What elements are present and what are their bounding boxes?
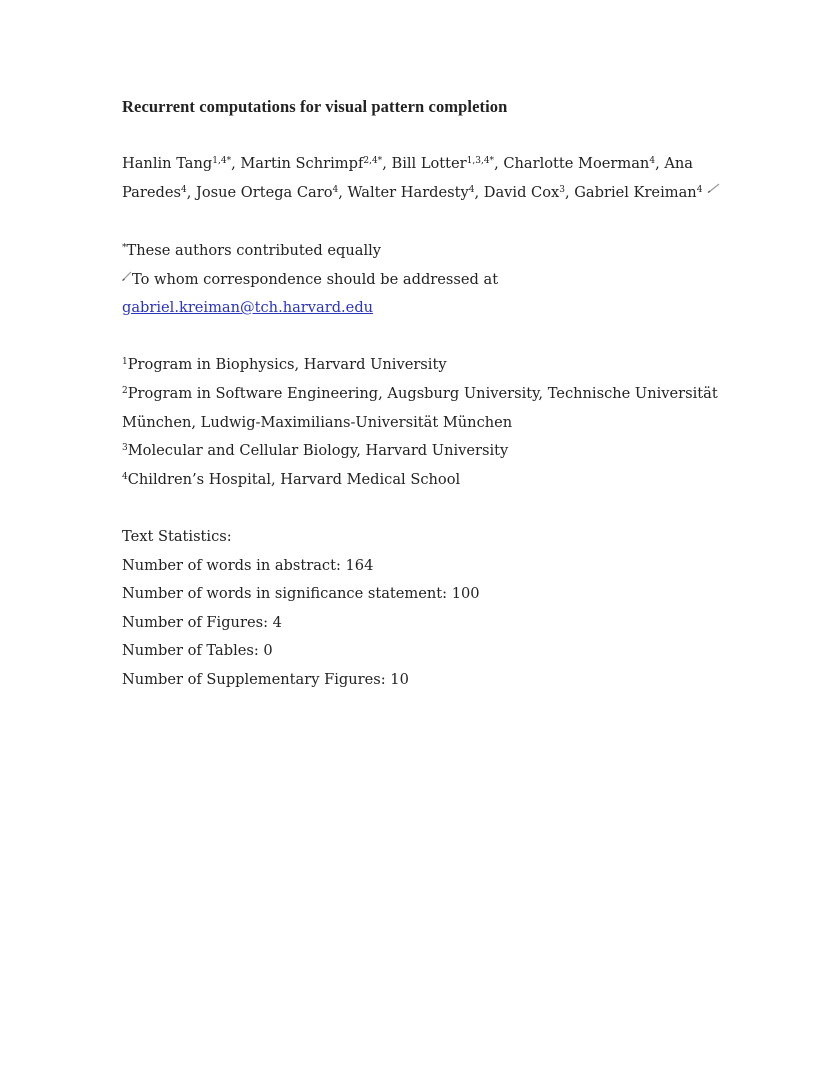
email-link[interactable]: gabriel.kreiman@tch.harvard.edu xyxy=(122,299,374,316)
affiliation-2: $^2$Program in Software Engineering, Augsburg University, Technische Universität xyxy=(122,385,718,402)
paper-title: Recurrent computations for visual pattern completion xyxy=(122,97,508,116)
author-affil-sup: 1,4* xyxy=(212,156,232,166)
author-line-1: Hanlin Tang$^{1,4*}$, Martin Schrimpf$^{2,4*}$, Bill Lotter$^{1,3,4*}$, Charlotte Moerman$^4$, Ana xyxy=(122,155,693,172)
affiliation-1: $^1$Program in Biophysics, Harvard University xyxy=(122,356,447,373)
author-name: Josue Ortega Caro xyxy=(195,184,333,201)
pen-icon xyxy=(122,271,132,281)
stats-item: Number of words in abstract: 164 xyxy=(122,557,374,574)
affiliation-4: $^4$Children’s Hospital, Harvard Medical School xyxy=(122,471,461,488)
author-name: Walter Hardesty xyxy=(347,184,469,201)
author-affil-sup: 2,4* xyxy=(363,156,383,166)
equal-marker: * xyxy=(122,243,127,253)
author-line-2: Paredes$^4$, Josue Ortega Caro$^4$, Walter Hardesty$^4$, David Cox$^3$, Gabriel Kreiman$^4$ xyxy=(122,183,721,203)
author-name: Charlotte Moerman xyxy=(503,155,650,172)
author-affil-sup: 4 xyxy=(332,185,339,195)
affiliation-2-continued: München, Ludwig-Maximilians-Universität München xyxy=(122,414,513,431)
email-line xyxy=(122,298,373,318)
correspondence-note: To whom correspondence should be addressed at xyxy=(122,270,498,290)
affiliation-number: 3 xyxy=(122,443,128,453)
author-affil-sup: 4 xyxy=(180,185,187,195)
equal-contribution-note: *These authors contributed equally xyxy=(122,242,382,259)
stats-item: Number of Figures: 4 xyxy=(122,614,282,631)
stats-item: Number of words in significance statement: 100 xyxy=(122,585,480,602)
author-name: Paredes xyxy=(122,184,181,201)
affiliation-number: 1 xyxy=(122,357,128,367)
author-name: Gabriel Kreiman xyxy=(574,184,697,201)
stats-heading: Text Statistics: xyxy=(122,528,232,545)
affiliation-3: $^3$Molecular and Cellular Biology, Harvard University xyxy=(122,442,509,459)
affiliation-number: 4 xyxy=(122,472,128,482)
affiliation-number: 2 xyxy=(122,386,128,396)
author-affil-sup: 4 xyxy=(696,185,703,195)
author-affil-sup: 4 xyxy=(468,185,475,195)
author-name: Martin Schrimpf xyxy=(240,155,364,172)
stats-item: Number of Supplementary Figures: 10 xyxy=(122,671,409,688)
author-name: David Cox xyxy=(483,184,560,201)
pen-icon xyxy=(707,183,721,193)
author-name: Ana xyxy=(664,155,693,172)
author-name: Hanlin Tang xyxy=(122,155,213,172)
author-name: Bill Lotter xyxy=(391,155,467,172)
stats-item: Number of Tables: 0 xyxy=(122,642,273,659)
author-affil-sup: 1,3,4* xyxy=(466,156,495,166)
author-affil-sup: 4 xyxy=(649,156,656,166)
author-affil-sup: 3 xyxy=(559,185,565,195)
